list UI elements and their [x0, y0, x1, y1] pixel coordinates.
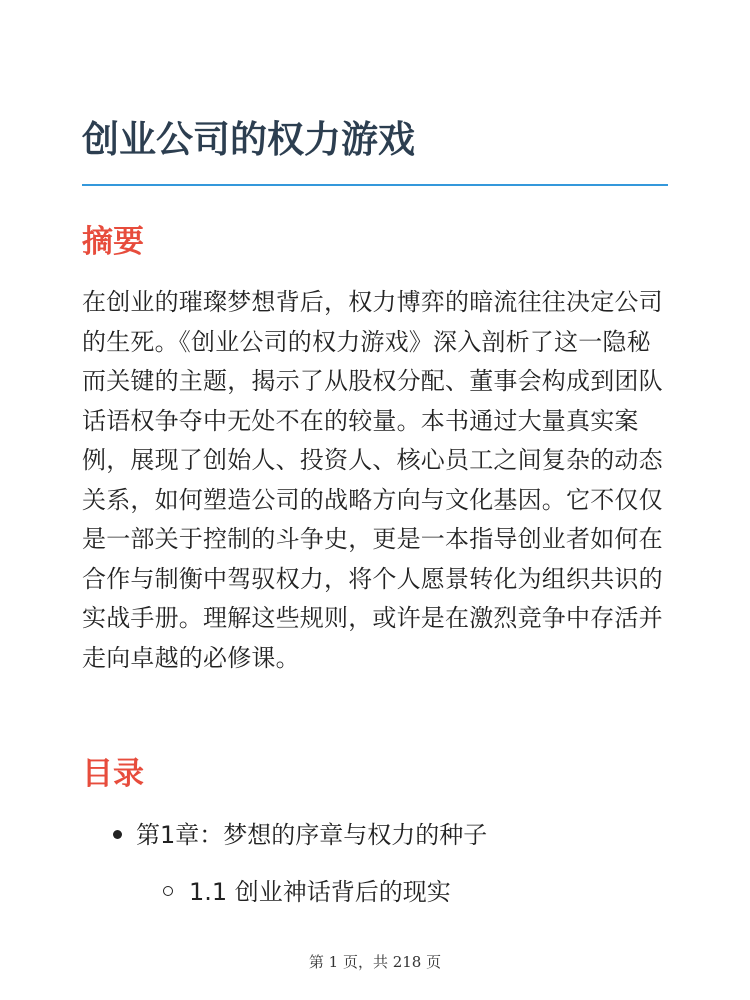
document-title: 创业公司的权力游戏 — [82, 118, 415, 161]
toc-chapter-label: 第1章：梦想的序章与权力的种子 — [136, 821, 488, 849]
page-number-footer: 第 1 页，共 218 页 — [308, 953, 442, 971]
toc-section-item — [82, 873, 668, 913]
abstract-body: 在创业的璀璨梦想背后，权力博弈的暗流往往决定公司的生死。《创业公司的权力游戏》深入剖析了这一隐秘而关键的主题，揭示了从股权分配、董事会构成到团队话语权争夺中无处不在的较量。本书通过大量真实案例，展现了创始人、投资人、核心员工之间复杂的动态关系，如何塑造公司的战略方向与文化基因。它不仅仅是一部关于控制的斗争史，更是一本指导创业者如何在合作与制衡中驾驭权力，将个人愿景转化为组织共识的实战手册。理解这些规则，或许是在激烈竞争中存活并走向卓越的必修课。 — [82, 288, 663, 672]
toc-heading: 目录 — [82, 756, 144, 792]
document-page — [82, 0, 668, 1000]
bullet-dot-icon — [113, 830, 122, 839]
bullet-circle-icon — [163, 886, 173, 896]
toc-section-label: 1.1 创业神话背后的现实 — [189, 878, 451, 906]
title-divider — [82, 184, 668, 186]
abstract-heading: 摘要 — [82, 224, 144, 260]
toc-chapter-item — [82, 816, 668, 856]
